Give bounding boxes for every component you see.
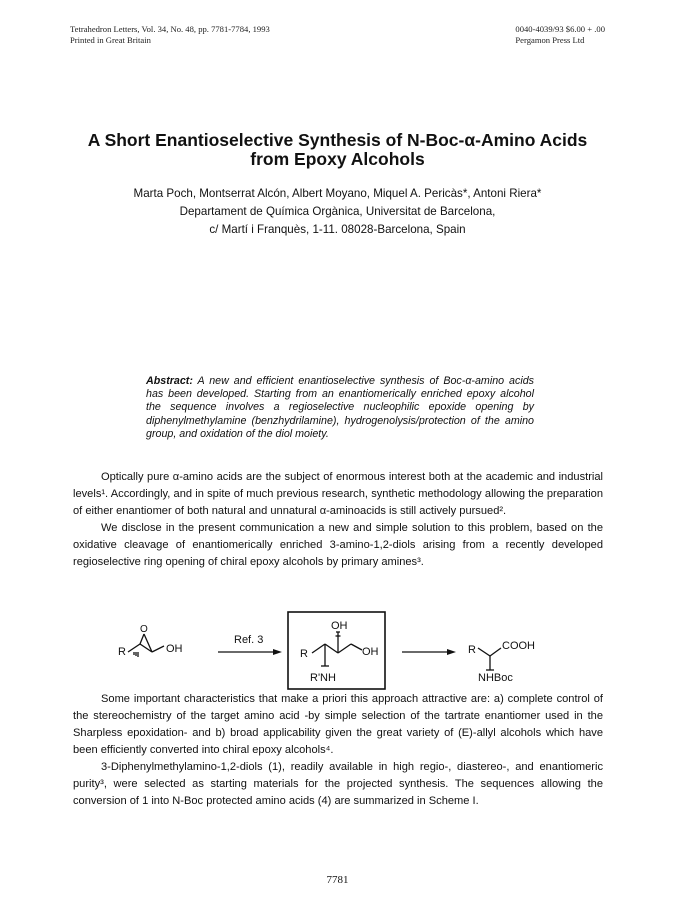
- author-names: Marta Poch, Montserrat Alcón, Albert Moyano, Miquel A. Pericàs*, Antoni Riera*: [133, 187, 542, 200]
- reaction-scheme: [100, 608, 580, 690]
- arrow-step-1: [218, 649, 282, 655]
- arrow-step-2: [402, 649, 456, 655]
- journal-header-right: [515, 24, 605, 46]
- paragraph-3: Some important characteristics that make a priori this approach attractive are: a) complete control of the stereochemistry of the target amino acid -by simple selection of the tartrate enantiomer used in the Sharpless epoxidation- and b) broad applicability given the great variety of (E)-allyl alcohols which have been efficiently converted into chiral epoxy alcohols⁴.: [73, 693, 603, 756]
- title-line-1: A Short Enantioselective Synthesis of N-Boc-α-Amino Acids: [87, 130, 588, 150]
- diol-oh-top-label: OH: [331, 620, 348, 632]
- amino-diol-structure: [312, 632, 362, 666]
- author-block: [40, 185, 635, 239]
- printed-note: Printed in Great Britain: [70, 35, 151, 45]
- product-cooh-label: COOH: [502, 640, 535, 652]
- paragraph-4: 3-Diphenylmethylamino-1,2-diols (1), readily available in high regio-, diastereo-, and enantiomeric purity³, were selected as starting materials for the projected synthesis. The sequences allowing the conversion of 1 into N-Boc protected amino acids (4) are summarized in Scheme I.: [73, 761, 603, 807]
- paper-title: [40, 131, 635, 169]
- journal-citation: Tetrahedron Letters, Vol. 34, No. 48, pp. 7781-7784, 1993: [70, 24, 270, 34]
- epoxide-r-label: R: [118, 646, 126, 658]
- amino-acid-structure: [478, 648, 501, 670]
- paragraph-2: We disclose in the present communication a new and simple solution to this problem, based on the oxidative cleavage of enantiomerically enriched 3-amino-1,2-diols arising from a recently developed regioselective ring opening of chiral epoxy alcohols by primary amines³.: [73, 522, 603, 568]
- intro-paragraphs: [73, 469, 603, 571]
- paragraph-1: Optically pure α-amino acids are the subject of enormous interest both at the academic and industrial levels¹. Accordingly, and in spite of much previous research, synthetic methodology allowing the preparation of either enantiomer of both natural and unnatural α-aminoacids is still actively pursued².: [73, 471, 603, 517]
- epoxide-oh-label: OH: [166, 643, 183, 655]
- abstract: [146, 375, 534, 441]
- product-r-label: R: [468, 644, 476, 656]
- abstract-label: Abstract:: [146, 375, 193, 387]
- diol-oh-label: OH: [362, 646, 379, 658]
- author-address: c/ Martí i Franquès, 1-11. 08028-Barcelona, Spain: [209, 223, 466, 236]
- epoxide-oxygen-label: O: [140, 624, 148, 635]
- journal-header-left: [70, 24, 270, 46]
- publisher-name: Pergamon Press Ltd: [515, 35, 585, 45]
- diol-r-label: R: [300, 648, 308, 660]
- product-nhboc-label: NHBoc: [478, 672, 513, 684]
- ref-3-label: Ref. 3: [234, 634, 264, 646]
- title-line-2: from Epoxy Alcohols: [250, 149, 425, 169]
- diol-nh-label: R'NH: [310, 672, 336, 684]
- price-code: 0040-4039/93 $6.00 + .00: [515, 24, 605, 34]
- epoxy-alcohol-structure: [128, 634, 164, 657]
- abstract-text: A new and efficient enantioselective synthesis of Boc-α-amino acids has been developed. Starting from an enantiomerically enriched epoxy alcohol the sequence involves a regioselective nucleophilic epoxide opening by diphenylmethylamine (benzhydrilamine), hydrogenolysis/protection of the amino group, and oxidation of the diol moiety.: [146, 375, 534, 440]
- page-number: 7781: [326, 874, 349, 886]
- author-department: Departament de Química Orgànica, Universitat de Barcelona,: [179, 205, 496, 218]
- discussion-paragraphs: [73, 691, 603, 810]
